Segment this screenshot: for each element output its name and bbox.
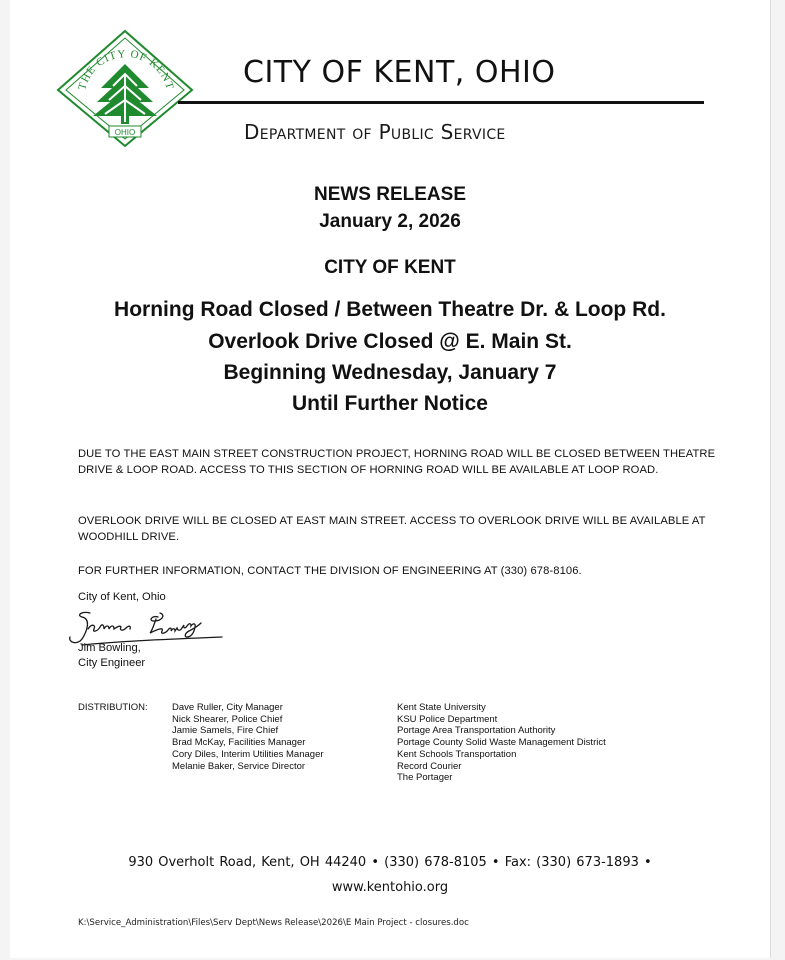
body-paragraph-3: FOR FURTHER INFORMATION, CONTACT THE DIVISION OF ENGINEERING AT (330) 678-8106.	[78, 565, 582, 577]
distribution-item: The Portager	[397, 772, 453, 784]
distribution-item: Record Courier	[397, 760, 462, 772]
signer-title: City Engineer	[78, 657, 146, 669]
headline-1: Horning Road Closed / Between Theatre Dr. & Loop Rd.	[114, 298, 666, 321]
distribution-item: Portage Area Transportation Authority	[397, 725, 556, 737]
distribution-item: Dave Ruller, City Manager	[172, 702, 283, 713]
body-paragraph-2: OVERLOOK DRIVE WILL BE CLOSED AT EAST MAIN STREET. ACCESS TO OVERLOOK DRIVE WILL BE AVAILABLE AT WOODHILL DRIVE.	[78, 515, 706, 543]
distribution-column-2	[397, 702, 606, 784]
body-paragraph-1: DUE TO THE EAST MAIN STREET CONSTRUCTION PROJECT, HORNING ROAD WILL BE CLOSED BETWEEN THEATRE DRIVE & LOOP ROAD. ACCESS TO THIS SECTION OF HORNING ROAD WILL BE AVAILABLE AT LOOP ROAD.	[78, 448, 716, 476]
distribution-label: DISTRIBUTION:	[78, 702, 148, 713]
footer-address: 930 Overholt Road, Kent, OH 44240 • (330) 678-8105 • Fax: (330) 673-1893 •	[128, 855, 652, 870]
release-date: January 2, 2026	[319, 211, 461, 232]
signature-block	[78, 641, 145, 671]
city-title: CITY OF KENT, OHIO	[243, 55, 556, 90]
city-of-kent-logo	[55, 28, 195, 148]
headline-2: Overlook Drive Closed @ E. Main St.	[208, 330, 572, 353]
distribution-item: KSU Police Department	[397, 713, 498, 725]
signature-city: City of Kent, Ohio	[78, 591, 166, 603]
distribution-item: Kent Schools Transportation	[397, 748, 517, 760]
footer-website: www.kentohio.org	[331, 880, 449, 895]
logo-bottom-text: OHIO	[114, 128, 136, 137]
distribution-item: Nick Shearer, Police Chief	[172, 713, 283, 725]
header-divider	[178, 101, 704, 104]
release-type: NEWS RELEASE	[313, 184, 467, 205]
distribution-item: Kent State University	[397, 702, 486, 713]
news-release-page	[10, 0, 771, 958]
logo-top-text: THE CITY OF KENT	[76, 47, 176, 92]
department-name: Department of Public Service	[244, 120, 506, 144]
headline-4: Until Further Notice	[291, 392, 488, 415]
signer-name: Jim Bowling,	[78, 642, 141, 654]
distribution-item: Melanie Baker, Service Director	[172, 760, 306, 772]
distribution-item: Cory Diles, Interim Utilities Manager	[172, 748, 324, 760]
distribution-item: Portage County Solid Waste Management District	[397, 737, 606, 749]
distribution-item: Brad McKay, Facilities Manager	[172, 737, 306, 749]
headline-3: Beginning Wednesday, January 7	[223, 361, 557, 384]
release-issuer: CITY OF KENT	[324, 257, 456, 278]
file-path: K:\Service_Administration\Files\Serv Dept\News Release\2026\E Main Project - closures.doc	[78, 918, 469, 928]
distribution-item: Jamie Samels, Fire Chief	[172, 725, 279, 737]
distribution-column-1	[172, 702, 324, 772]
